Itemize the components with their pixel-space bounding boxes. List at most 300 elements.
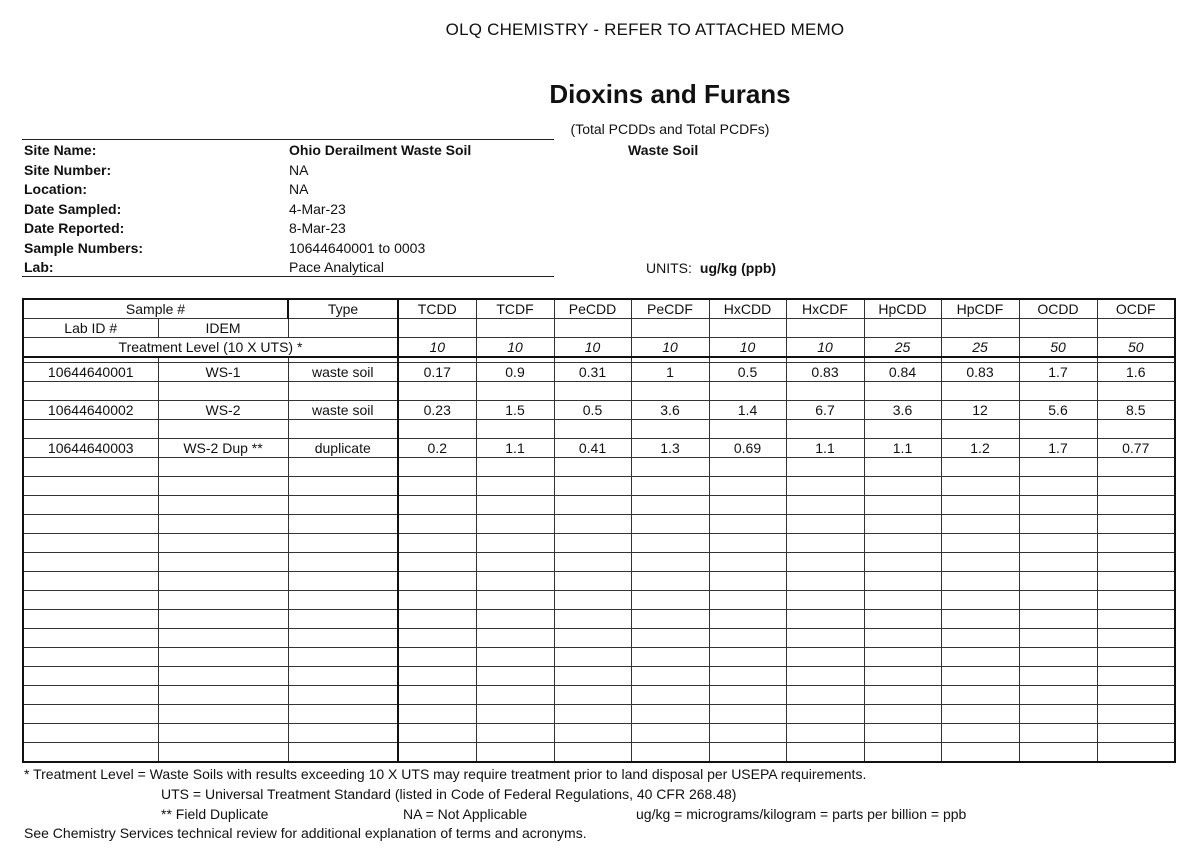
result-cell: 12 — [941, 401, 1019, 420]
treatment-level: 10 — [398, 338, 476, 358]
empty-cell — [398, 496, 476, 515]
empty-cell — [23, 648, 158, 667]
blank-row — [23, 477, 1175, 496]
empty-cell — [288, 534, 398, 553]
empty-cell — [476, 553, 554, 572]
empty-cell — [786, 648, 864, 667]
empty-cell — [941, 319, 1019, 338]
empty-cell — [941, 724, 1019, 743]
empty-cell — [476, 319, 554, 338]
treatment-level: 10 — [631, 338, 709, 358]
empty-cell — [1097, 743, 1175, 763]
empty-cell — [398, 686, 476, 705]
blank-row — [23, 667, 1175, 686]
empty-cell — [554, 743, 631, 763]
empty-cell — [1019, 382, 1097, 401]
empty-cell — [864, 477, 941, 496]
analyte-header: HpCDF — [941, 299, 1019, 319]
empty-cell — [1097, 705, 1175, 724]
empty-cell — [864, 705, 941, 724]
table-row — [23, 401, 1175, 420]
empty-cell — [786, 705, 864, 724]
empty-cell — [288, 686, 398, 705]
empty-cell — [1097, 667, 1175, 686]
empty-cell — [709, 724, 786, 743]
empty-cell — [288, 553, 398, 572]
empty-cell — [23, 629, 158, 648]
empty-cell — [941, 610, 1019, 629]
empty-cell — [864, 724, 941, 743]
empty-cell — [554, 382, 631, 401]
empty-cell — [398, 610, 476, 629]
empty-cell — [398, 534, 476, 553]
treatment-level: 25 — [864, 338, 941, 358]
empty-cell — [786, 629, 864, 648]
empty-cell — [631, 724, 709, 743]
empty-cell — [631, 553, 709, 572]
empty-cell — [554, 515, 631, 534]
treatment-level: 10 — [554, 338, 631, 358]
empty-cell — [288, 591, 398, 610]
empty-cell — [1097, 534, 1175, 553]
empty-cell — [1019, 477, 1097, 496]
blank-row — [23, 724, 1175, 743]
footnote-uts: UTS = Universal Treatment Standard (listed in Code of Federal Regulations, 40 CFR 268.48) — [161, 786, 737, 802]
empty-cell — [864, 382, 941, 401]
table-row — [23, 363, 1175, 382]
empty-cell — [476, 477, 554, 496]
blank-row — [23, 458, 1175, 477]
empty-cell — [786, 724, 864, 743]
empty-cell — [709, 458, 786, 477]
empty-cell — [476, 705, 554, 724]
empty-cell — [23, 686, 158, 705]
empty-cell — [941, 629, 1019, 648]
empty-cell — [786, 496, 864, 515]
empty-cell — [23, 477, 158, 496]
empty-cell — [554, 629, 631, 648]
idem-cell: WS-2 — [158, 401, 288, 420]
empty-cell — [554, 477, 631, 496]
empty-cell — [1097, 458, 1175, 477]
empty-cell — [631, 572, 709, 591]
empty-cell — [23, 458, 158, 477]
analyte-header: HxCDD — [709, 299, 786, 319]
idem-cell: WS-2 Dup ** — [158, 439, 288, 458]
empty-cell — [398, 667, 476, 686]
analyte-header: TCDF — [476, 299, 554, 319]
result-cell: 1.1 — [786, 439, 864, 458]
empty-cell — [864, 629, 941, 648]
empty-cell — [709, 420, 786, 439]
empty-cell — [23, 705, 158, 724]
empty-cell — [709, 591, 786, 610]
empty-cell — [1097, 686, 1175, 705]
analyte-header: OCDD — [1019, 299, 1097, 319]
treatment-row — [23, 338, 1175, 358]
blank-row — [23, 534, 1175, 553]
blank-row — [23, 686, 1175, 705]
empty-cell — [554, 648, 631, 667]
empty-cell — [476, 610, 554, 629]
analyte-header: OCDF — [1097, 299, 1175, 319]
lab-id-header: Lab ID # — [23, 319, 158, 338]
footnote-see: See Chemistry Services technical review for additional explanation of terms and acronyms. — [24, 825, 587, 841]
empty-cell — [1019, 610, 1097, 629]
empty-cell — [158, 648, 288, 667]
empty-cell — [631, 743, 709, 763]
empty-cell — [288, 477, 398, 496]
empty-cell — [941, 458, 1019, 477]
type-cell: waste soil — [288, 401, 398, 420]
empty-cell — [288, 629, 398, 648]
empty-cell — [941, 591, 1019, 610]
empty-cell — [23, 553, 158, 572]
info-label: Location: — [24, 181, 87, 197]
lab-id-cell: 10644640003 — [23, 439, 158, 458]
empty-cell — [864, 648, 941, 667]
empty-cell — [398, 743, 476, 763]
empty-cell — [158, 515, 288, 534]
empty-cell — [554, 458, 631, 477]
blank-row — [23, 553, 1175, 572]
result-cell: 6.7 — [786, 401, 864, 420]
empty-cell — [23, 382, 158, 401]
empty-cell — [786, 420, 864, 439]
info-value: 4-Mar-23 — [289, 200, 346, 217]
empty-cell — [709, 496, 786, 515]
empty-cell — [398, 319, 476, 338]
empty-cell — [398, 591, 476, 610]
empty-cell — [398, 458, 476, 477]
empty-cell — [554, 705, 631, 724]
empty-cell — [1019, 686, 1097, 705]
empty-cell — [1019, 534, 1097, 553]
result-cell: 0.5 — [554, 401, 631, 420]
treatment-label: Treatment Level (10 X UTS) * — [23, 338, 398, 358]
analyte-header: PeCDD — [554, 299, 631, 319]
results-table — [22, 298, 1176, 763]
empty-cell — [864, 420, 941, 439]
empty-cell — [709, 382, 786, 401]
result-cell: 3.6 — [864, 401, 941, 420]
empty-cell — [1097, 572, 1175, 591]
empty-cell — [554, 420, 631, 439]
result-cell: 1.5 — [476, 401, 554, 420]
empty-cell — [398, 572, 476, 591]
empty-cell — [631, 319, 709, 338]
empty-cell — [709, 319, 786, 338]
empty-cell — [786, 667, 864, 686]
header-row — [23, 299, 1175, 319]
footnote-treatment: * Treatment Level = Waste Soils with results exceeding 10 X UTS may require treatment prior to land disposal per USEPA requirements. — [24, 766, 867, 782]
empty-cell — [158, 496, 288, 515]
empty-cell — [941, 534, 1019, 553]
empty-cell — [288, 743, 398, 763]
empty-cell — [941, 648, 1019, 667]
empty-cell — [1019, 667, 1097, 686]
empty-cell — [941, 572, 1019, 591]
empty-cell — [941, 420, 1019, 439]
empty-cell — [1019, 724, 1097, 743]
empty-cell — [554, 553, 631, 572]
empty-cell — [158, 458, 288, 477]
empty-cell — [786, 534, 864, 553]
blank-row — [23, 591, 1175, 610]
empty-cell — [864, 534, 941, 553]
empty-cell — [23, 572, 158, 591]
info-label: Sample Numbers: — [24, 239, 144, 256]
empty-cell — [476, 667, 554, 686]
empty-cell — [158, 534, 288, 553]
type-cell: duplicate — [288, 439, 398, 458]
empty-cell — [631, 686, 709, 705]
footnote-ugkg: ug/kg = micrograms/kilogram = parts per billion = ppb — [636, 806, 967, 822]
type-cell: waste soil — [288, 363, 398, 382]
result-cell: 1.7 — [1019, 439, 1097, 458]
empty-cell — [709, 477, 786, 496]
empty-cell — [158, 572, 288, 591]
treatment-level: 10 — [709, 338, 786, 358]
empty-cell — [786, 553, 864, 572]
empty-cell — [709, 743, 786, 763]
result-cell: 0.83 — [941, 363, 1019, 382]
empty-cell — [786, 477, 864, 496]
idem-cell: WS-1 — [158, 363, 288, 382]
empty-cell — [786, 591, 864, 610]
empty-cell — [476, 515, 554, 534]
empty-cell — [158, 743, 288, 763]
empty-cell — [288, 610, 398, 629]
blank-row — [23, 496, 1175, 515]
empty-cell — [1097, 496, 1175, 515]
empty-cell — [1019, 496, 1097, 515]
empty-cell — [1019, 420, 1097, 439]
result-cell: 0.9 — [476, 363, 554, 382]
empty-cell — [1019, 553, 1097, 572]
empty-cell — [941, 686, 1019, 705]
empty-cell — [786, 515, 864, 534]
empty-cell — [23, 591, 158, 610]
empty-cell — [158, 591, 288, 610]
empty-cell — [554, 319, 631, 338]
empty-cell — [158, 686, 288, 705]
empty-cell — [288, 572, 398, 591]
empty-cell — [941, 705, 1019, 724]
empty-cell — [941, 743, 1019, 763]
empty-cell — [941, 553, 1019, 572]
result-cell: 5.6 — [1019, 401, 1097, 420]
empty-cell — [864, 496, 941, 515]
empty-cell — [631, 458, 709, 477]
empty-cell — [158, 553, 288, 572]
empty-cell — [709, 515, 786, 534]
empty-cell — [288, 724, 398, 743]
treatment-level: 50 — [1097, 338, 1175, 358]
empty-cell — [554, 686, 631, 705]
matrix-label: Waste Soil — [628, 142, 699, 158]
empty-cell — [476, 496, 554, 515]
result-cell: 0.23 — [398, 401, 476, 420]
result-cell: 1 — [631, 363, 709, 382]
empty-cell — [864, 515, 941, 534]
analyte-header: HpCDD — [864, 299, 941, 319]
blank-row — [23, 572, 1175, 591]
empty-cell — [1019, 648, 1097, 667]
empty-cell — [1019, 743, 1097, 763]
units-label — [646, 260, 776, 276]
empty-cell — [476, 382, 554, 401]
empty-cell — [476, 420, 554, 439]
empty-cell — [1097, 724, 1175, 743]
units-caption: UNITS: — [646, 260, 692, 276]
empty-cell — [23, 534, 158, 553]
info-value: NA — [289, 161, 309, 178]
empty-cell — [1097, 553, 1175, 572]
empty-cell — [1097, 591, 1175, 610]
empty-cell — [786, 319, 864, 338]
empty-cell — [476, 724, 554, 743]
empty-cell — [864, 572, 941, 591]
empty-cell — [709, 667, 786, 686]
treatment-level: 10 — [786, 338, 864, 358]
empty-cell — [786, 610, 864, 629]
empty-cell — [1097, 629, 1175, 648]
info-value: NA — [289, 181, 309, 197]
empty-cell — [1097, 610, 1175, 629]
empty-cell — [631, 705, 709, 724]
empty-cell — [631, 629, 709, 648]
treatment-level: 50 — [1019, 338, 1097, 358]
empty-cell — [1097, 420, 1175, 439]
empty-cell — [23, 724, 158, 743]
empty-cell — [398, 515, 476, 534]
analyte-header: TCDD — [398, 299, 476, 319]
empty-cell — [631, 610, 709, 629]
analyte-header: HxCDF — [786, 299, 864, 319]
empty-cell — [398, 420, 476, 439]
empty-cell — [398, 629, 476, 648]
lab-id-cell: 10644640001 — [23, 363, 158, 382]
empty-cell — [23, 610, 158, 629]
empty-cell — [786, 686, 864, 705]
empty-cell — [288, 319, 398, 338]
info-value: 10644640001 to 0003 — [289, 239, 426, 256]
result-cell: 1.7 — [1019, 363, 1097, 382]
empty-cell — [631, 496, 709, 515]
empty-cell — [158, 610, 288, 629]
blank-row — [23, 382, 1175, 401]
empty-cell — [23, 515, 158, 534]
empty-cell — [864, 743, 941, 763]
empty-cell — [476, 534, 554, 553]
empty-cell — [864, 591, 941, 610]
result-cell: 1.1 — [864, 439, 941, 458]
empty-cell — [288, 705, 398, 724]
empty-cell — [554, 667, 631, 686]
page-title: Dioxins and Furans — [549, 79, 791, 109]
info-value: 8-Mar-23 — [289, 220, 346, 236]
empty-cell — [864, 610, 941, 629]
empty-cell — [864, 319, 941, 338]
footnote-field-duplicate: ** Field Duplicate — [161, 806, 269, 822]
empty-cell — [398, 648, 476, 667]
treatment-level: 10 — [476, 338, 554, 358]
result-cell: 1.3 — [631, 439, 709, 458]
result-cell: 3.6 — [631, 401, 709, 420]
empty-cell — [1019, 591, 1097, 610]
empty-cell — [476, 458, 554, 477]
result-cell: 0.31 — [554, 363, 631, 382]
blank-row — [23, 629, 1175, 648]
empty-cell — [554, 534, 631, 553]
empty-cell — [1019, 515, 1097, 534]
result-cell: 0.83 — [786, 363, 864, 382]
result-cell: 8.5 — [1097, 401, 1175, 420]
blank-row — [23, 705, 1175, 724]
empty-cell — [23, 667, 158, 686]
result-cell: 0.41 — [554, 439, 631, 458]
empty-cell — [709, 629, 786, 648]
empty-cell — [554, 572, 631, 591]
blank-row — [23, 420, 1175, 439]
info-label: Site Number: — [24, 161, 112, 178]
result-cell: 1.4 — [709, 401, 786, 420]
empty-cell — [476, 686, 554, 705]
empty-cell — [554, 591, 631, 610]
empty-cell — [398, 477, 476, 496]
empty-cell — [23, 743, 158, 763]
empty-cell — [158, 705, 288, 724]
empty-cell — [288, 648, 398, 667]
empty-cell — [476, 591, 554, 610]
top-note: OLQ CHEMISTRY - REFER TO ATTACHED MEMO — [445, 20, 845, 39]
header-bottom-rule — [22, 276, 554, 277]
info-label: Lab: — [24, 259, 54, 275]
empty-cell — [941, 477, 1019, 496]
empty-cell — [398, 724, 476, 743]
empty-cell — [476, 743, 554, 763]
info-label: Date Reported: — [24, 220, 125, 236]
type-header: Type — [288, 299, 398, 319]
empty-cell — [554, 724, 631, 743]
empty-cell — [941, 515, 1019, 534]
table-row — [23, 439, 1175, 458]
treatment-level: 25 — [941, 338, 1019, 358]
empty-cell — [398, 553, 476, 572]
lab-id-cell: 10644640002 — [23, 401, 158, 420]
empty-cell — [288, 667, 398, 686]
blank-row — [23, 743, 1175, 763]
empty-cell — [709, 686, 786, 705]
result-cell: 0.5 — [709, 363, 786, 382]
empty-cell — [786, 458, 864, 477]
info-value: Ohio Derailment Waste Soil — [289, 142, 472, 158]
empty-cell — [631, 648, 709, 667]
result-cell: 1.1 — [476, 439, 554, 458]
result-cell: 0.84 — [864, 363, 941, 382]
blank-row — [23, 610, 1175, 629]
empty-cell — [941, 667, 1019, 686]
empty-cell — [158, 382, 288, 401]
empty-cell — [786, 382, 864, 401]
empty-cell — [864, 553, 941, 572]
info-label: Date Sampled: — [24, 200, 122, 217]
empty-cell — [1019, 705, 1097, 724]
empty-cell — [288, 515, 398, 534]
empty-cell — [631, 382, 709, 401]
empty-cell — [709, 705, 786, 724]
